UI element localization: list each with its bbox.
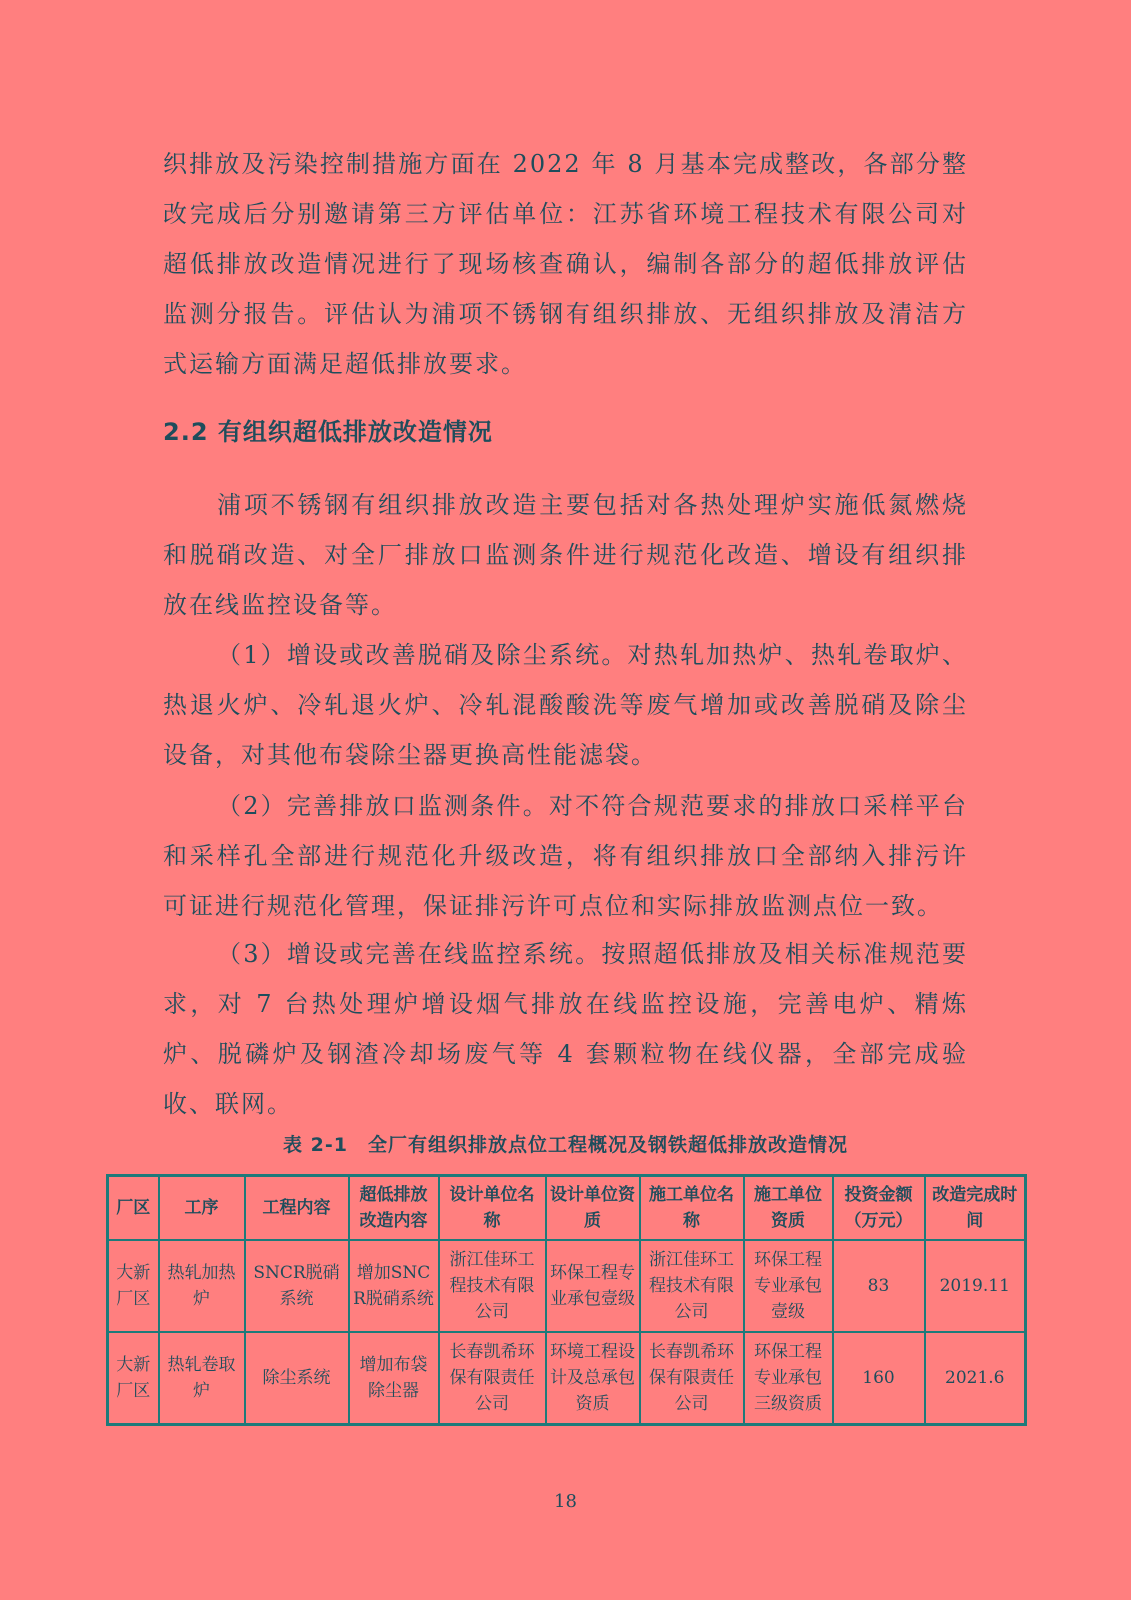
table-cell: 浙江佳环工程技术有限公司: [640, 1240, 744, 1332]
body-paragraph: （1）增设或改善脱硝及除尘系统。对热轧加热炉、热轧卷取炉、热退火炉、冷轧退火炉、冷轧混酸酸洗等废气增加或改善脱硝及除尘设备，对其他布袋除尘器更换高性能滤袋。: [163, 641, 968, 769]
table-header-cell: 超低排放改造内容: [349, 1176, 439, 1241]
table-cell: SNCR脱硝系统: [245, 1240, 349, 1332]
table-cell: 热轧加热炉: [159, 1240, 245, 1332]
table-caption: 表 2-1 全厂有组织排放点位工程概况及钢铁超低排放改造情况: [283, 1134, 848, 1156]
table-cell: 环保工程专业承包壹级: [744, 1240, 833, 1332]
table-header-cell: 设计单位资质: [546, 1176, 640, 1241]
section-heading: 2.2 有组织超低排放改造情况: [163, 418, 493, 446]
table-cell: 增加SNCR脱硝系统: [349, 1240, 439, 1332]
page-number: 18: [554, 1491, 577, 1512]
table-row: [108, 1240, 1026, 1332]
table-cell: 长春凯希环保有限责任公司: [439, 1332, 546, 1425]
table-cell: 2019.11: [925, 1240, 1026, 1332]
table-cell: 除尘系统: [245, 1332, 349, 1425]
table-cell: 增加布袋除尘器: [349, 1332, 439, 1425]
table-cell: 160: [833, 1332, 925, 1425]
table-header-cell: 施工单位名称: [640, 1176, 744, 1241]
body-paragraph: 织排放及污染控制措施方面在 2022 年 8 月基本完成整改，各部分整改完成后分别邀请第三方评估单位：江苏省环境工程技术有限公司对超低排放改造情况进行了现场核查确认，编制各部分的超低排放评估监测分报告。评估认为浦项不锈钢有组织排放、无组织排放及清洁方式运输方面满足超低排放要求。: [163, 150, 968, 378]
table-header-cell: 工程内容: [245, 1176, 349, 1241]
table-header-row: [108, 1176, 1026, 1241]
table-cell: 环保工程专业承包三级资质: [744, 1332, 833, 1425]
table-header-cell: 投资金额（万元）: [833, 1176, 925, 1241]
table-cell: 长春凯希环保有限责任公司: [640, 1332, 744, 1425]
table-cell: 浙江佳环工程技术有限公司: [439, 1240, 546, 1332]
table-cell: 环保工程专业承包壹级: [546, 1240, 640, 1332]
table-header-cell: 改造完成时间: [925, 1176, 1026, 1241]
table-cell: 83: [833, 1240, 925, 1332]
table-cell: 热轧卷取炉: [159, 1332, 245, 1425]
table-header-cell: 设计单位名称: [439, 1176, 546, 1241]
table-cell: 环境工程设计及总承包资质: [546, 1332, 640, 1425]
table-cell: 大新厂区: [108, 1332, 159, 1425]
table-header-cell: 施工单位资质: [744, 1176, 833, 1241]
body-paragraph: （3）增设或完善在线监控系统。按照超低排放及相关标准规范要求，对 7 台热处理炉增设烟气排放在线监控设施，完善电炉、精炼炉、脱磷炉及钢渣冷却场废气等 4 套颗粒物在线仪器，全部完成验收、联网。: [163, 940, 968, 1118]
table-header-cell: 工序: [159, 1176, 245, 1241]
table-header-cell: 厂区: [108, 1176, 159, 1241]
table-cell: 2021.6: [925, 1332, 1026, 1425]
table-row: [108, 1332, 1026, 1425]
body-paragraph: 浦项不锈钢有组织排放改造主要包括对各热处理炉实施低氮燃烧和脱硝改造、对全厂排放口监测条件进行规范化改造、增设有组织排放在线监控设备等。: [163, 491, 968, 619]
table-cell: 大新厂区: [108, 1240, 159, 1332]
body-paragraph: （2）完善排放口监测条件。对不符合规范要求的排放口采样平台和采样孔全部进行规范化升级改造，将有组织排放口全部纳入排污许可证进行规范化管理，保证排污许可点位和实际排放监测点位一致。: [163, 792, 968, 920]
emission-table: [106, 1174, 1027, 1426]
